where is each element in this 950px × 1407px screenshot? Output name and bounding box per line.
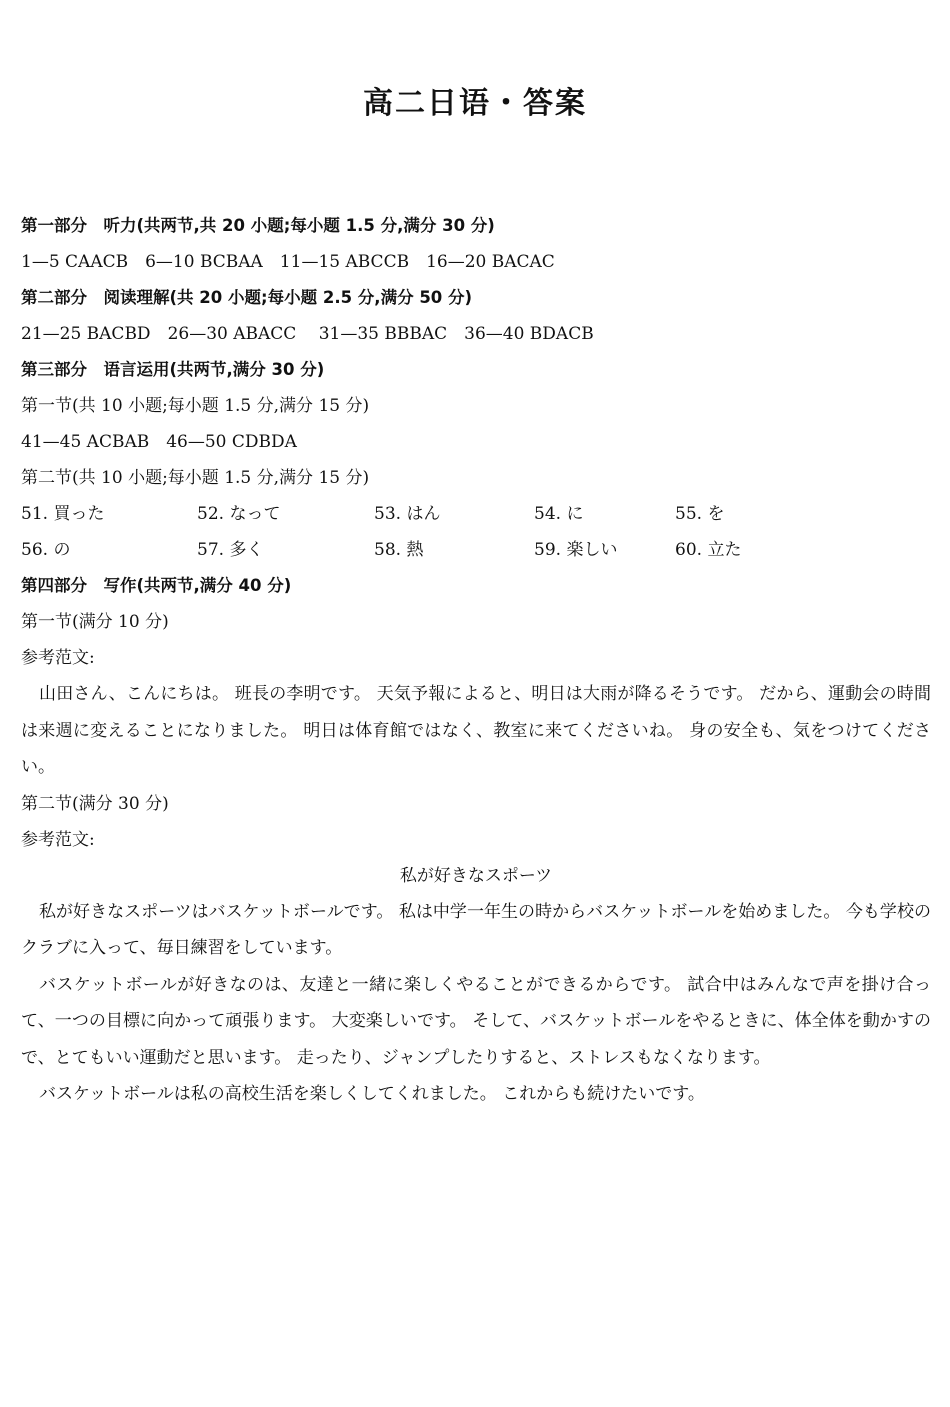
- part2-answers: 21—25 BACBD 26—30 ABACC 31—35 BBBAC 36—40 BDACB: [21, 324, 594, 344]
- fill-answers-row-2: [21, 532, 931, 568]
- essay-paragraph-2: バスケットボールが好きなのは、友達と一緒に楽しくやることができるからです。 試合中はみんなで声を掛け合って、一つの目標に向かって頑張ります。 大変楽しいです。 そして、バスケットボールをやるときに、体全体を動かすので、とてもいい運動だと思います。 走ったり、ジャンプしたりすると、ストレスもなくなります。: [21, 974, 931, 1068]
- part4-heading: 第四部分 写作(共两节,满分 40 分): [21, 576, 292, 595]
- fill-answer: 59. 楽しい: [534, 540, 618, 560]
- part2-heading: 第二部分 阅读理解(共 20 小题;每小题 2.5 分,满分 50 分): [21, 288, 473, 307]
- fill-answer: 52. なって: [197, 504, 281, 524]
- part4-section1-heading: 第一节(满分 10 分): [21, 612, 169, 632]
- fill-answer: 53. はん: [374, 504, 441, 524]
- fill-answer: 55. を: [675, 504, 725, 524]
- part1-answers: 1—5 CAACB 6—10 BCBAA 11—15 ABCCB 16—20 BACAC: [21, 252, 555, 272]
- fill-answer: 58. 熱: [374, 540, 424, 560]
- fill-answer: 54. に: [534, 504, 584, 524]
- part4-section2-heading: 第二节(满分 30 分): [21, 793, 169, 814]
- fill-answers-row-1: [21, 496, 931, 532]
- part3-section2-heading: 第二节(共 10 小题;每小题 1.5 分,满分 15 分): [21, 468, 370, 488]
- essay-paragraph-3: バスケットボールは私の高校生活を楽しくしてくれました。 これからも続けたいです。: [39, 1084, 705, 1104]
- part3-section1-heading: 第一节(共 10 小题;每小题 1.5 分,满分 15 分): [21, 396, 370, 416]
- part4-section1-ref-label: 参考范文:: [21, 648, 95, 668]
- sample-letter-text: 山田さん、こんにちは。 班長の李明です。 天気予報によると、明日は大雨が降るそうです。 だから、運動会の時間は来週に変えることになりました。 明日は体育館ではなく、教室に来てくださいね。 身の安全も、気をつけてください。: [21, 684, 931, 777]
- part4-section2-ref-label: 参考范文:: [21, 829, 95, 850]
- essay-title: 私が好きなスポーツ: [399, 865, 553, 886]
- fill-answer: 51. 買った: [21, 504, 105, 524]
- fill-answer: 56. の: [21, 540, 71, 560]
- part1-heading: 第一部分 听力(共两节,共 20 小题;每小题 1.5 分,满分 30 分): [21, 216, 495, 235]
- fill-answer: 60. 立た: [675, 540, 742, 560]
- part3-heading: 第三部分 语言运用(共两节,满分 30 分): [21, 360, 325, 379]
- fill-answer: 57. 多く: [197, 540, 264, 560]
- part3-section1-answers: 41—45 ACBAB 46—50 CDBDA: [21, 432, 297, 452]
- essay-paragraph-1: 私が好きなスポーツはバスケットボールです。 私は中学一年生の時からバスケットボールを始めました。 今も学校のクラブに入って、毎日練習をしています。: [21, 901, 931, 958]
- answer-content: [21, 208, 931, 1113]
- page-title: 高二日语・答案: [363, 86, 587, 121]
